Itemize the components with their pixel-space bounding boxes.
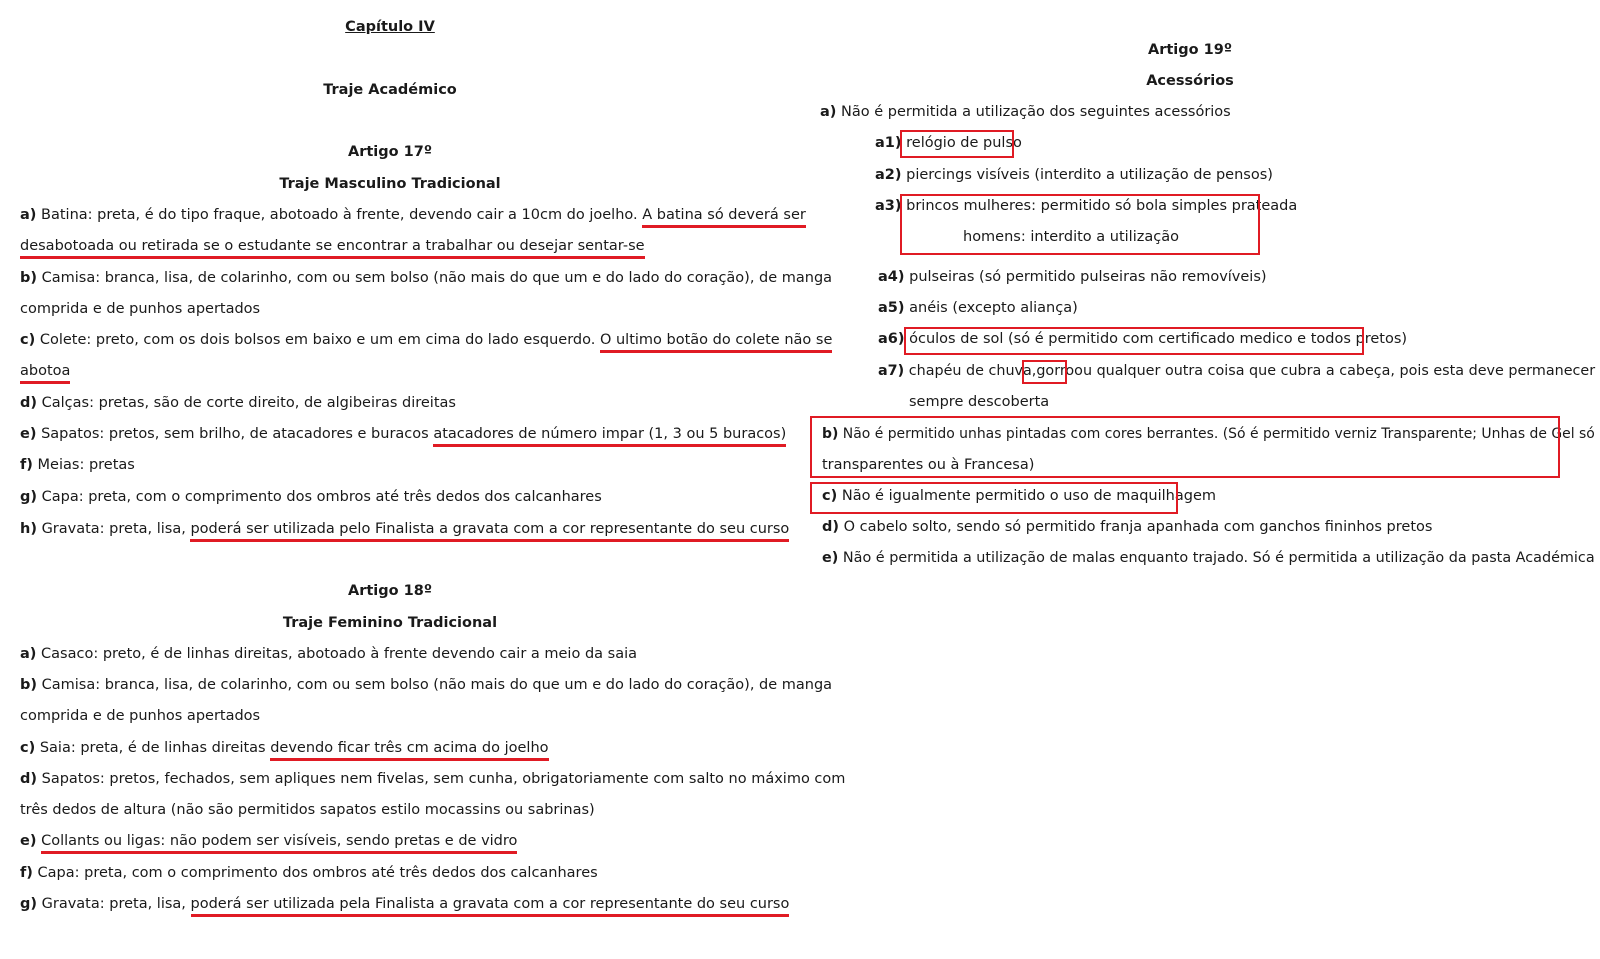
article-19-subitem-a3-cont: homens: interdito a utilização [963, 229, 1179, 245]
article-17-item-f: f) Meias: pretas [20, 457, 135, 473]
article-19-item-e: e) Não é permitida a utilização de malas enquanto trajado. Só é permitida a utilização da pasta Académica [822, 550, 1595, 566]
article-19-subitem-a7: a7) chapéu de chuva,gorroou qualquer outra coisa que cubra a cabeça, pois esta deve permanecer [878, 363, 1596, 379]
article-17-item-c-cont [20, 361, 70, 381]
article-19-item-b: b) Não é permitido unhas pintadas com cores berrantes. (Só é permitido verniz Transparente; Unhas de Gel só [822, 426, 1595, 442]
article-17-item-b-cont: comprida e de punhos apertados [20, 301, 261, 317]
article-19-title: Artigo 19º [1147, 42, 1233, 58]
article-19-subitem-a2: a2) piercings visíveis (interdito a utilização de pensos) [875, 167, 1273, 183]
highlight: Collants ou ligas: não podem ser visíveis, sendo pretas e de vidro [41, 833, 517, 854]
article-19-subitem-a6: a6) óculos de sol (só é permitido com certificado medico e todos pretos) [878, 331, 1408, 347]
boxed-word: gorro [1036, 363, 1075, 379]
article-17-title: Artigo 17º [347, 144, 433, 160]
chapter-heading: Capítulo IV [345, 19, 435, 35]
highlight-box [810, 416, 1560, 478]
highlight: devendo ficar três cm acima do joelho [270, 740, 548, 761]
highlight-box [1022, 360, 1067, 384]
section-title: Traje Académico [323, 82, 457, 98]
article-19-subitem-a4: a4) pulseiras (só permitido pulseiras não removíveis) [878, 269, 1267, 285]
article-19-item-c: c) Não é igualmente permitido o uso de maquilhagem [822, 488, 1216, 504]
article-19-item-a: a) Não é permitida a utilização dos seguintes acessórios [820, 104, 1231, 120]
article-18-subtitle: Traje Feminino Tradicional [282, 615, 498, 631]
article-17-item-h: h) Gravata: preta, lisa, poderá ser utilizada pelo Finalista a gravata com a cor representante do seu curso [20, 519, 789, 539]
highlight-box [900, 194, 1260, 255]
article-18-item-b: b) Camisa: branca, lisa, de colarinho, com ou sem bolso (não mais do que um e do lado do coração), de manga [20, 677, 833, 693]
article-19-subtitle: Acessórios [1146, 73, 1234, 89]
highlight-box [810, 482, 1178, 514]
article-19-subitem-a3: a3) brincos mulheres: permitido só bola simples prateada [875, 198, 1298, 214]
article-19-subitem-a5: a5) anéis (excepto aliança) [878, 300, 1078, 316]
article-18-item-c: c) Saia: preta, é de linhas direitas devendo ficar três cm acima do joelho [20, 738, 549, 758]
article-17-item-d: d) Calças: pretas, são de corte direito, de algibeiras direitas [20, 395, 456, 411]
article-19-subitem-a7-cont: sempre descoberta [909, 394, 1050, 410]
article-19-item-d: d) O cabelo solto, sendo só permitido franja apanhada com ganchos fininhos pretos [822, 519, 1433, 535]
article-18-item-a: a) Casaco: preto, é de linhas direitas, abotoado à frente devendo cair a meio da saia [20, 646, 637, 662]
article-18-item-d: d) Sapatos: pretos, fechados, sem apliques nem fivelas, sem cunha, obrigatoriamente com salto no máximo com [20, 771, 846, 787]
article-17-item-g: g) Capa: preta, com o comprimento dos ombros até três dedos dos calcanhares [20, 489, 602, 505]
article-19-subitem-a1: a1) relógio de pulso [875, 135, 1022, 151]
highlight: desabotoada ou retirada se o estudante se encontrar a trabalhar ou desejar sentar-se [20, 238, 645, 259]
article-18-item-e: e) Collants ou ligas: não podem ser visíveis, sendo pretas e de vidro [20, 831, 517, 851]
article-18-item-d-cont: três dedos de altura (não são permitidos sapatos estilo mocassins ou sabrinas) [20, 802, 595, 818]
article-18-title: Artigo 18º [347, 583, 433, 599]
article-17-item-a: a) Batina: preta, é do tipo fraque, abotoado à frente, devendo cair a 10cm do joelho. A batina só deverá ser [20, 205, 806, 225]
article-19-item-b-cont: transparentes ou à Francesa) [822, 457, 1035, 473]
highlight: atacadores de número impar (1, 3 ou 5 buracos) [433, 426, 786, 447]
highlight: poderá ser utilizada pela Finalista a gravata com a cor representante do seu curso [191, 896, 790, 917]
article-18-item-g: g) Gravata: preta, lisa, poderá ser utilizada pela Finalista a gravata com a cor representante do seu curso [20, 894, 789, 914]
article-17-item-b: b) Camisa: branca, lisa, de colarinho, com ou sem bolso (não mais do que um e do lado do coração), de manga [20, 270, 833, 286]
article-17-item-a-cont [20, 236, 645, 256]
highlight: poderá ser utilizada pelo Finalista a gravata com a cor representante do seu curso [190, 521, 789, 542]
highlight: abotoa [20, 363, 70, 384]
highlight: O ultimo botão do colete não se [600, 332, 832, 353]
article-18-item-f: f) Capa: preta, com o comprimento dos ombros até três dedos dos calcanhares [20, 865, 598, 881]
article-17-item-e: e) Sapatos: pretos, sem brilho, de atacadores e buracos atacadores de número impar (1, 3 ou 5 buracos) [20, 424, 786, 444]
article-17-subtitle: Traje Masculino Tradicional [279, 176, 501, 192]
article-18-item-b-cont: comprida e de punhos apertados [20, 708, 261, 724]
article-17-item-c: c) Colete: preto, com os dois bolsos em baixo e um em cima do lado esquerdo. O ultimo botão do colete não se [20, 330, 832, 350]
highlight: A batina só deverá ser [642, 207, 806, 228]
highlight-box [904, 327, 1364, 355]
highlight-box [900, 130, 1014, 158]
